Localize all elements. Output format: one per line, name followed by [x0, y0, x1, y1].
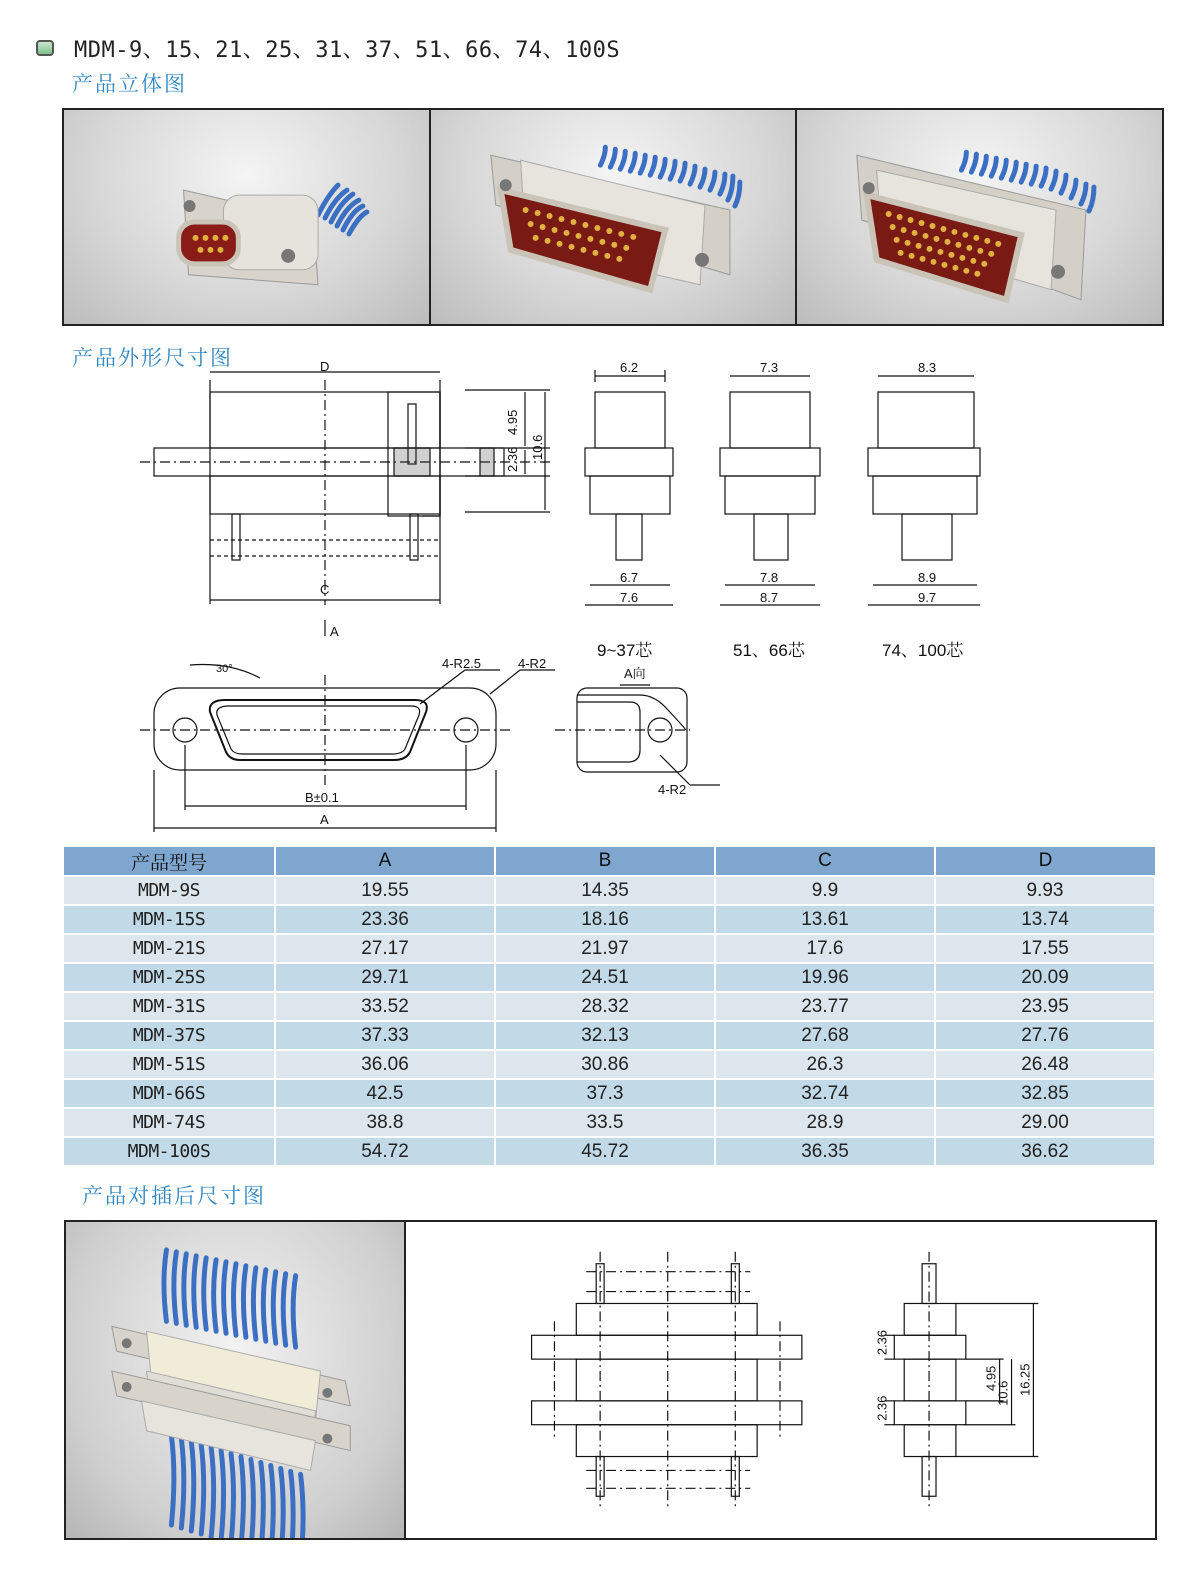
cell: 23.77	[715, 992, 935, 1021]
sv2-inner: 7.8	[760, 570, 779, 585]
mated-drawing	[406, 1222, 1155, 1538]
table-row	[64, 963, 1155, 992]
sv1-top: 6.2	[620, 360, 639, 375]
cell: MDM-51S	[64, 1050, 275, 1079]
cell: 36.06	[275, 1050, 495, 1079]
dim-c: C	[320, 582, 330, 597]
cell: 54.72	[275, 1137, 495, 1165]
cell: 23.36	[275, 905, 495, 934]
cell: MDM-66S	[64, 1079, 275, 1108]
dim-h1: 4.95	[505, 409, 520, 435]
dim-d: D	[320, 360, 330, 374]
page-title-row	[36, 34, 620, 62]
sv1-outer: 7.6	[620, 590, 639, 605]
sv3-outer: 9.7	[918, 590, 937, 605]
cell: 19.96	[715, 963, 935, 992]
cell: 26.48	[935, 1050, 1155, 1079]
cell: 32.13	[495, 1021, 715, 1050]
th-a: A	[275, 847, 495, 876]
cell: 18.16	[495, 905, 715, 934]
front-angle: 30°	[216, 663, 233, 675]
cell: 37.3	[495, 1079, 715, 1108]
cell: 23.95	[935, 992, 1155, 1021]
th-d: D	[935, 847, 1155, 876]
front-a: A	[320, 812, 329, 827]
cell: MDM-9S	[64, 876, 275, 905]
photo-mated-connector	[66, 1222, 406, 1538]
mated-d4: 16.25	[1017, 1363, 1033, 1396]
outline-drawing	[130, 360, 1010, 840]
mated-panel	[64, 1220, 1157, 1540]
cell: 20.09	[935, 963, 1155, 992]
cell: MDM-21S	[64, 934, 275, 963]
mated-d2: 4.95	[983, 1365, 999, 1391]
cell: 21.97	[495, 934, 715, 963]
photo-strip	[62, 108, 1164, 326]
photo-connector-small	[64, 110, 431, 324]
table-row	[64, 1050, 1155, 1079]
dim-h2: 10.6	[530, 434, 545, 460]
sv1-inner: 6.7	[620, 570, 639, 585]
cell: 28.9	[715, 1108, 935, 1137]
detail-label: A向	[624, 666, 646, 681]
sv3-inner: 8.9	[918, 570, 937, 585]
section-3d-label: 产品立体图	[72, 72, 187, 96]
cell: 38.8	[275, 1108, 495, 1137]
cell: 30.86	[495, 1050, 715, 1079]
dim-view-a: A	[330, 624, 339, 639]
cell: MDM-100S	[64, 1137, 275, 1165]
section-outline-label: 产品外形尺寸图	[72, 346, 233, 370]
cell: 28.32	[495, 992, 715, 1021]
sv3-top: 8.3	[918, 360, 937, 375]
cell: MDM-37S	[64, 1021, 275, 1050]
photo-connector-medium	[431, 110, 798, 324]
detail-r: 4-R2	[658, 782, 687, 797]
cell: 29.00	[935, 1108, 1155, 1137]
th-model: 产品型号	[64, 847, 275, 876]
cell: 13.61	[715, 905, 935, 934]
cell: MDM-15S	[64, 905, 275, 934]
th-b: B	[495, 847, 715, 876]
table-row	[64, 1021, 1155, 1050]
front-r1: 4-R2.5	[442, 656, 482, 671]
photo-connector-large	[797, 110, 1162, 324]
cell: 9.93	[935, 876, 1155, 905]
mated-d1: 2.36	[874, 1330, 890, 1356]
bullet-icon	[36, 40, 54, 56]
table-row	[64, 1137, 1155, 1165]
cell: 45.72	[495, 1137, 715, 1165]
cell: 27.17	[275, 934, 495, 963]
cell: 19.55	[275, 876, 495, 905]
cell: 17.6	[715, 934, 935, 963]
page-title: MDM-9、15、21、25、31、37、51、66、74、100S	[74, 37, 621, 63]
mated-d3: 10.6	[995, 1380, 1011, 1406]
cell: 26.3	[715, 1050, 935, 1079]
dim-h3: 2.36	[505, 446, 520, 472]
spec-table	[64, 847, 1156, 1165]
sv2-top: 7.3	[760, 360, 779, 375]
table-row	[64, 1079, 1155, 1108]
table-row	[64, 1108, 1155, 1137]
cell: 42.5	[275, 1079, 495, 1108]
cell: 37.33	[275, 1021, 495, 1050]
front-r2: 4-R2	[518, 656, 547, 671]
cell: 24.51	[495, 963, 715, 992]
sv3-caption: 74、100芯	[882, 641, 964, 660]
mated-d5: 2.36	[874, 1395, 890, 1421]
cell: 32.85	[935, 1079, 1155, 1108]
table-row	[64, 934, 1155, 963]
cell: 36.62	[935, 1137, 1155, 1165]
cell: 14.35	[495, 876, 715, 905]
sv2-caption: 51、66芯	[733, 641, 805, 660]
sv2-outer: 8.7	[760, 590, 779, 605]
th-c: C	[715, 847, 935, 876]
front-b: B±0.1	[305, 790, 339, 805]
cell: 36.35	[715, 1137, 935, 1165]
cell: 17.55	[935, 934, 1155, 963]
cell: 33.5	[495, 1108, 715, 1137]
cell: 13.74	[935, 905, 1155, 934]
table-header-row	[64, 847, 1155, 876]
cell: MDM-31S	[64, 992, 275, 1021]
cell: MDM-25S	[64, 963, 275, 992]
cell: 27.68	[715, 1021, 935, 1050]
cell: 9.9	[715, 876, 935, 905]
cell: 27.76	[935, 1021, 1155, 1050]
cell: 32.74	[715, 1079, 935, 1108]
table-row	[64, 876, 1155, 905]
sv1-caption: 9~37芯	[597, 641, 653, 660]
cell: 33.52	[275, 992, 495, 1021]
cell: MDM-74S	[64, 1108, 275, 1137]
section-mated-label: 产品对插后尺寸图	[82, 1184, 266, 1208]
table-row	[64, 992, 1155, 1021]
table-row	[64, 905, 1155, 934]
cell: 29.71	[275, 963, 495, 992]
